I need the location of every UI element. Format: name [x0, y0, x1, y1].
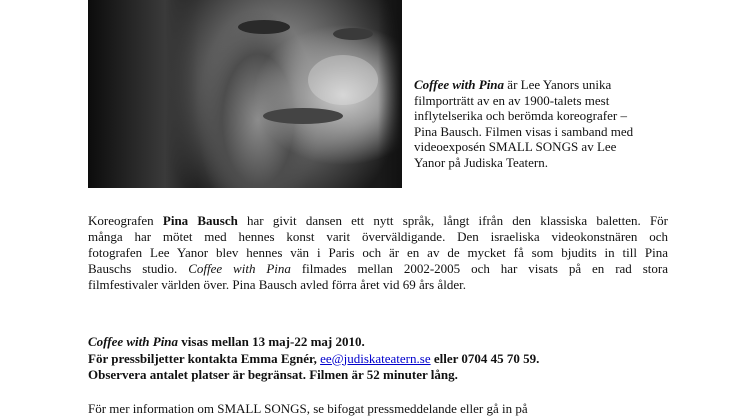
photo-right-edge	[378, 0, 402, 188]
body-line-4-pre: Bauschs studio.	[88, 261, 189, 276]
body-line-3: fotografen Lee Yanor blev hennes vän i Paris och är en av de mycket få som bjudits in till Pina	[88, 245, 668, 260]
info-phone: eller 0704 45 70 59.	[430, 350, 540, 366]
info-paragraph	[88, 334, 668, 384]
caption-title: Coffee with Pina	[414, 77, 505, 92]
body-line-4	[88, 261, 668, 277]
footer-paragraph	[88, 401, 668, 417]
body-line-1-pre: Koreografen	[88, 213, 163, 228]
photo-caption	[414, 77, 646, 170]
info-press-contact: För pressbiljetter kontakta Emma Egnér,	[88, 350, 321, 366]
caption-line-1: är Lee Yanors unika	[504, 77, 612, 92]
info-line-3: Observera antalet platser är begränsat. Filmen är 52 minuter lång.	[88, 367, 458, 382]
body-name-bold: Pina Bausch	[162, 213, 238, 228]
caption-line-4: Pina Bausch. Filmen visas i samband med	[414, 123, 634, 139]
body-paragraph	[88, 213, 668, 293]
photo-hair-shadow	[88, 0, 198, 188]
body-line-5: filmfestivaler världen över. Pina Bausch avled förra året vid 69 års ålder.	[88, 277, 466, 292]
info-line-2	[88, 351, 668, 368]
body-line-2: många har mötet med hennes konst varit överväldigande. Den israeliska videokonstnären och	[88, 229, 668, 244]
caption-line-6: Yanor på Judiska Teatern.	[414, 154, 549, 170]
info-line-1	[88, 334, 668, 351]
body-line-4-post: filmades mellan 2002-2005 och har visats på en rad stora	[290, 261, 668, 276]
photo-cheek-highlight	[308, 55, 378, 105]
body-film-title: Coffee with Pina	[188, 261, 291, 276]
footer-line-1: För mer information om SMALL SONGS, se bifogat pressmeddelande eller gå in på	[88, 401, 528, 416]
portrait-photo	[88, 0, 402, 188]
info-film-title: Coffee with Pina	[88, 334, 179, 349]
caption-line-2: filmporträtt av en av 1900-talets mest	[414, 92, 610, 108]
body-line-1	[88, 213, 668, 229]
photo-eye-left	[238, 20, 290, 34]
photo-mouth	[263, 108, 343, 124]
info-dates: visas mellan 13 maj-22 maj 2010.	[178, 334, 365, 349]
body-line-1-post: har givit dansen ett nytt språk, långt ifrån den klassiska baletten. För	[237, 213, 669, 228]
email-link[interactable]: ee@judiskateatern.se	[320, 350, 431, 366]
photo-eye-right	[333, 28, 373, 40]
caption-line-3: inflytelserika och berömda koreografer –	[414, 108, 627, 123]
caption-line-5: videoexposén SMALL SONGS av Lee	[414, 139, 617, 154]
